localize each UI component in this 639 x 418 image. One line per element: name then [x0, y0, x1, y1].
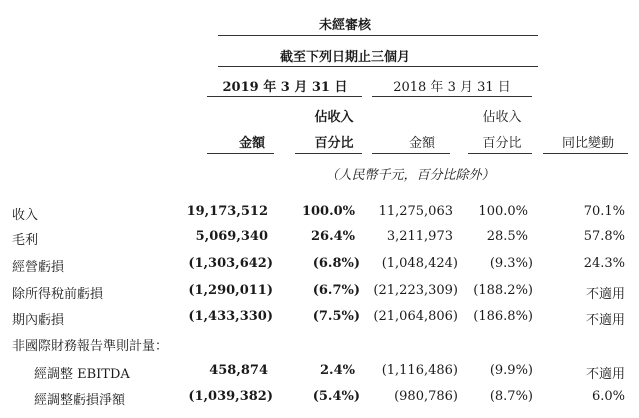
amount-2019: 19,173,512 — [186, 204, 268, 219]
amount-2018: 11,275,063 — [378, 204, 453, 219]
date-2019-underline — [207, 96, 362, 97]
date-2018: 2018 年 3 月 31 日 — [393, 80, 511, 95]
date-2018-underline — [372, 96, 532, 97]
amount-2019: 5,069,340 — [195, 229, 268, 244]
row-label: 毛利 — [12, 233, 39, 248]
pct-2018: (8.7%) — [489, 389, 533, 404]
pct-2018: (186.8%) — [473, 309, 533, 324]
amount-2018: (1,116,486) — [381, 363, 458, 378]
amount-2018: 3,211,973 — [386, 229, 453, 244]
col-amount-2018: 金額 — [408, 136, 435, 151]
pct-2019: (6.7%) — [312, 283, 360, 298]
period-underline — [218, 66, 538, 67]
pct-2018: (9.3%) — [489, 256, 533, 271]
col-pct-2019-line2: 百分比 — [314, 136, 354, 151]
period-heading: 截至下列日期止三個月 — [279, 50, 410, 65]
col-pct-2019-line1: 佔收入 — [314, 110, 354, 125]
amount-2019: (1,290,011) — [188, 283, 273, 298]
amount-2018: (1,048,424) — [381, 256, 458, 271]
col-underline — [207, 153, 274, 154]
amount-2019: 458,874 — [209, 363, 268, 378]
col-yoy: 同比變動 — [561, 136, 614, 151]
amount-2018: (21,064,806) — [373, 309, 458, 324]
row-label: 收入 — [12, 208, 39, 223]
audit-status: 未經審核 — [318, 18, 371, 33]
yoy: 6.0% — [591, 389, 625, 404]
amount-2019: (1,303,642) — [188, 256, 273, 271]
date-2019: 2019 年 3 月 31 日 — [222, 80, 348, 95]
yoy: 24.3% — [583, 256, 625, 271]
row-label: 經調整虧損淨額 — [34, 393, 126, 408]
row-label: 除所得稅前虧損 — [12, 287, 104, 302]
row-label: 期內虧損 — [12, 313, 65, 328]
col-amount-2019: 金額 — [238, 136, 265, 151]
pct-2019: (7.5%) — [312, 309, 360, 324]
col-underline — [295, 153, 362, 154]
pct-2019: (5.4%) — [312, 389, 360, 404]
col-pct-2018-line1: 佔收入 — [482, 110, 522, 125]
amount-2018: (980,786) — [394, 389, 458, 404]
pct-2019: 2.4% — [320, 363, 355, 378]
col-underline — [372, 153, 450, 154]
header-underline — [218, 35, 538, 36]
col-underline — [468, 153, 532, 154]
yoy: 不適用 — [585, 313, 625, 328]
amount-2018: (21,223,309) — [373, 283, 458, 298]
pct-2018: 100.0% — [478, 204, 528, 219]
row-label: 經營虧損 — [12, 260, 65, 275]
col-underline — [543, 153, 628, 154]
row-label: 經調整 EBITDA — [34, 367, 130, 382]
yoy: 不適用 — [585, 287, 625, 302]
pct-2018: (9.9%) — [489, 363, 533, 378]
col-pct-2018-line2: 百分比 — [482, 136, 522, 151]
pct-2018: (188.2%) — [473, 283, 533, 298]
amount-2019: (1,039,382) — [188, 389, 273, 404]
pct-2019: (6.8%) — [312, 256, 360, 271]
yoy: 不適用 — [585, 367, 625, 382]
yoy: 57.8% — [583, 229, 625, 244]
amount-2019: (1,433,330) — [188, 309, 273, 324]
pct-2018: 28.5% — [486, 229, 528, 244]
non-ifrs-heading: 非國際財務報告準則計量： — [12, 339, 169, 354]
unit-note: （人民幣千元，百分比除外） — [325, 168, 495, 183]
yoy: 70.1% — [583, 204, 625, 219]
pct-2019: 100.0% — [301, 204, 355, 219]
pct-2019: 26.4% — [310, 229, 355, 244]
